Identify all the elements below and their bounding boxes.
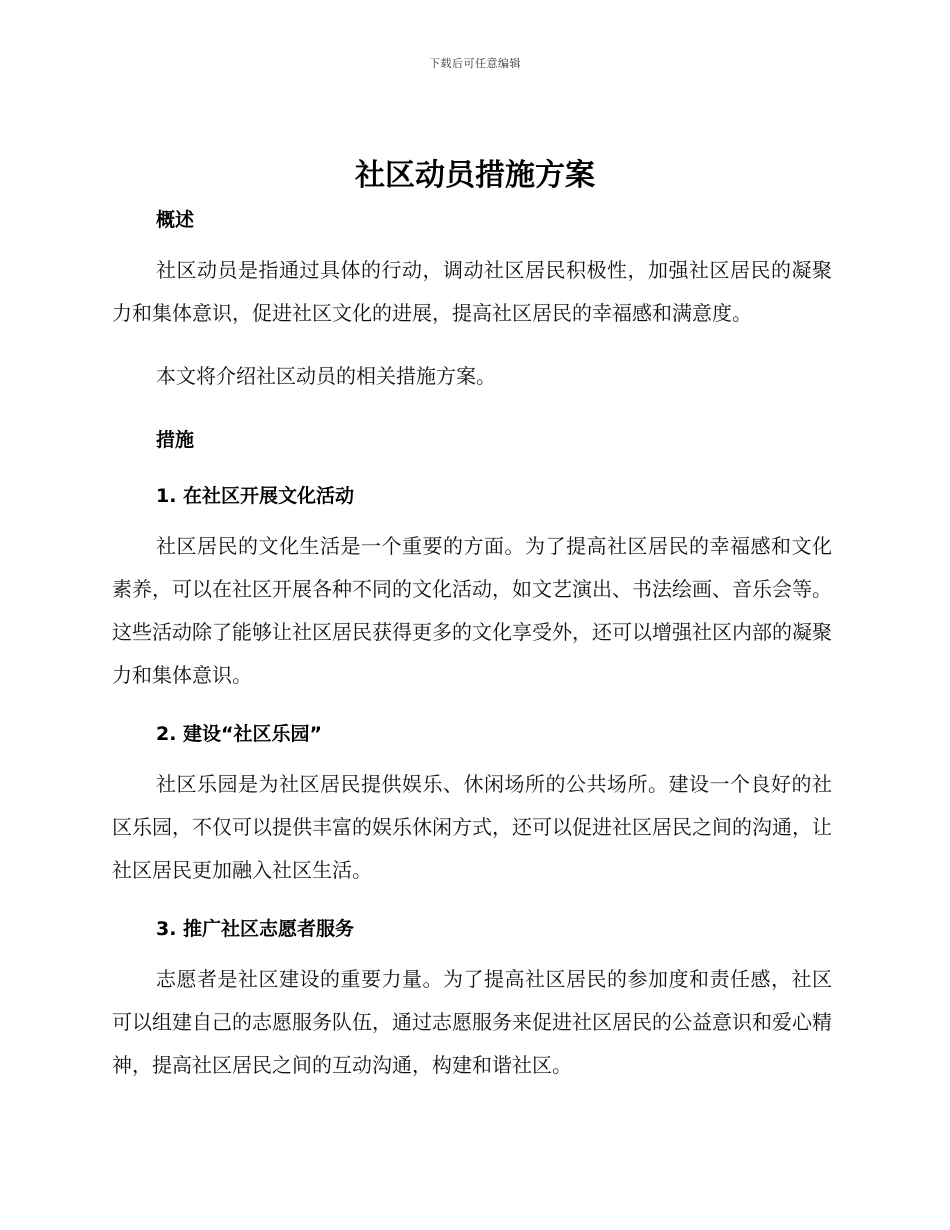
document-title: 社区动员措施方案 <box>355 158 595 193</box>
measure-3-paragraph: 志愿者是社区建设的重要力量。为了提高社区居民的参加度和责任感，社区可以组建自己的志愿服务队伍，通过志愿服务来促进社区居民的公益意识和爱心精神，提高社区居民之间的互动沟通，构建和谐社区。 <box>112 967 832 1077</box>
document-body <box>112 198 832 1087</box>
measure-2-heading: 2. 建设“社区乐园” <box>156 723 323 745</box>
overview-heading: 概述 <box>156 209 195 231</box>
measure-1-paragraph: 社区居民的文化生活是一个重要的方面。为了提高社区居民的幸福感和文化素养，可以在社区开展各种不同的文化活动，如文艺演出、书法绘画、音乐会等。这些活动除了能够让社区居民获得更多的文化享受外，还可以增强社区内部的凝聚力和集体意识。 <box>112 534 832 687</box>
measure-3-heading: 3. 推广社区志愿者服务 <box>156 918 355 940</box>
header-note: 下载后可任意编辑 <box>429 57 521 70</box>
measures-heading: 措施 <box>156 429 195 451</box>
overview-paragraph-2: 本文将介绍社区动员的相关措施方案。 <box>156 364 496 388</box>
measure-2-paragraph: 社区乐园是为社区居民提供娱乐、休闲场所的公共场所。建设一个良好的社区乐园，不仅可以提供丰富的娱乐休闲方式，还可以促进社区居民之间的沟通，让社区居民更加融入社区生活。 <box>112 772 832 882</box>
overview-paragraph-1: 社区动员是指通过具体的行动，调动社区居民积极性，加强社区居民的凝聚力和集体意识，促进社区文化的进展，提高社区居民的幸福感和满意度。 <box>112 258 832 325</box>
measure-1-heading: 1. 在社区开展文化活动 <box>156 485 355 507</box>
